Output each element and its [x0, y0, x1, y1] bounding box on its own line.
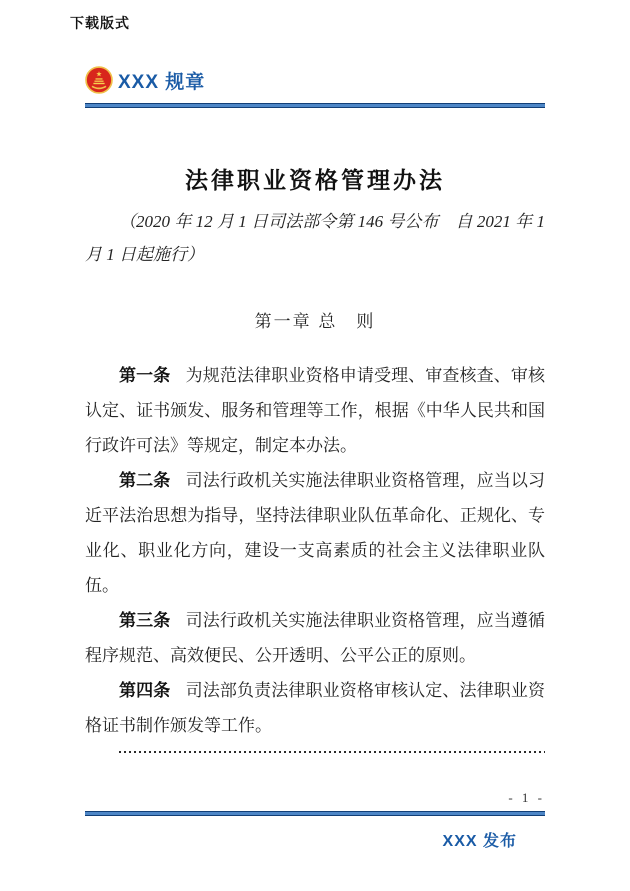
footer-rule	[85, 811, 545, 816]
article-label: 第一条	[119, 366, 171, 385]
download-format-link[interactable]: 下载版式	[70, 17, 130, 32]
article-paragraph	[85, 673, 545, 743]
chapter-heading: 第一章 总 则	[254, 312, 376, 331]
article-text: 司法行政机关实施法律职业资格管理，应当遵循程序规范、高效便民、公开透明、公平公正的原则。	[85, 611, 546, 665]
promulgation-line: （2020 年 12 月 1 日司法部令第 146 号公布 自 2021 年 1 月 1 日起施行）	[85, 212, 545, 264]
article-label: 第二条	[119, 471, 171, 490]
org-label: XXX 规章	[118, 71, 206, 93]
article-paragraph	[85, 358, 545, 463]
article-label: 第三条	[119, 611, 171, 630]
article-paragraph	[85, 603, 545, 673]
document-header	[85, 66, 545, 94]
document-content	[85, 0, 545, 852]
article-text: 为规范法律职业资格申请受理、审查核查、审核认定、证书颁发、服务和管理等工作，根据《中华人民共和国行政许可法》等规定，制定本办法。	[85, 366, 546, 455]
article-text: 司法行政机关实施法律职业资格管理，应当以习近平法治思想为指导，坚持法律职业队伍革命化、正规化、专业化、职业化方向，建设一支高素质的社会主义法律职业队伍。	[85, 471, 546, 595]
page-number: - 1 -	[508, 790, 545, 805]
dotted-divider	[119, 751, 545, 753]
article-text: 司法部负责法律职业资格审核认定、法律职业资格证书制作颁发等工作。	[85, 681, 546, 735]
publisher-label: XXX 发布	[442, 833, 517, 850]
article-list	[85, 358, 545, 743]
article-paragraph	[85, 463, 545, 603]
document-title: 法律职业资格管理办法	[185, 168, 445, 193]
national-emblem-icon	[85, 66, 113, 94]
article-label: 第四条	[119, 681, 171, 700]
header-rule	[85, 103, 545, 108]
